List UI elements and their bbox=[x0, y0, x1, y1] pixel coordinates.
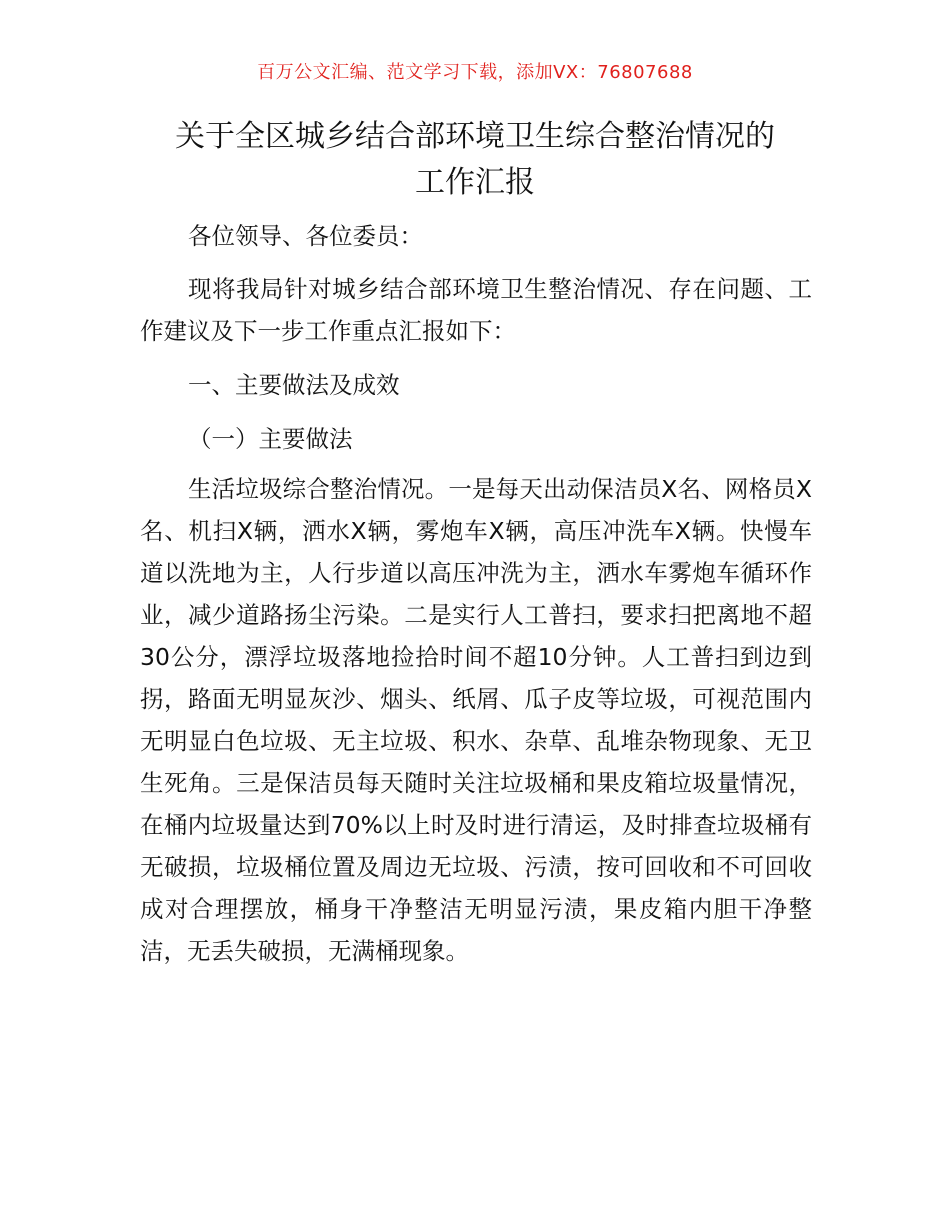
intro-paragraph: 现将我局针对城乡结合部环境卫生整治情况、存在问题、工作建议及下一步工作重点汇报如下： bbox=[140, 275, 812, 345]
title-line-2: 工作汇报 bbox=[415, 165, 535, 200]
salutation: 各位领导、各位委员： bbox=[188, 222, 423, 250]
section-heading-1: 一、主要做法及成效 bbox=[188, 371, 400, 399]
body-paragraph: 生活垃圾综合整治情况。一是每天出动保洁员X名、网格员X名、机扫X辆，洒水X辆，雾炮车X辆，高压冲洗车X辆。快慢车道以洗地为主，人行步道以高压冲洗为主，洒水车雾炮车循环作业，减少道路扬尘污染。二是实行人工普扫，要求扫把离地不超30公分，漂浮垃圾落地捡拾时间不超10分钟。人工普扫到边到拐，路面无明显灰沙、烟头、纸屑、瓜子皮等垃圾，可视范围内无明显白色垃圾、无主垃圾、积水、杂草、乱堆杂物现象、无卫生死角。三是保洁员每天随时关注垃圾桶和果皮箱垃圾量情况，在桶内垃圾量达到70%以上时及时进行清运，及时排查垃圾桶有无破损，垃圾桶位置及周边无垃圾、污渍，按可回收和不可回收成对合理摆放，桶身干净整洁无明显污渍，果皮箱内胆干净整洁，无丢失破损，无满桶现象。 bbox=[140, 475, 812, 965]
section-heading-2: （一）主要做法 bbox=[188, 425, 353, 453]
document-title bbox=[100, 114, 850, 206]
title-line-1: 关于全区城乡结合部环境卫生综合整治情况的 bbox=[175, 119, 775, 154]
header-banner: 百万公文汇编、范文学习下载，添加VX：76807688 bbox=[257, 62, 693, 83]
